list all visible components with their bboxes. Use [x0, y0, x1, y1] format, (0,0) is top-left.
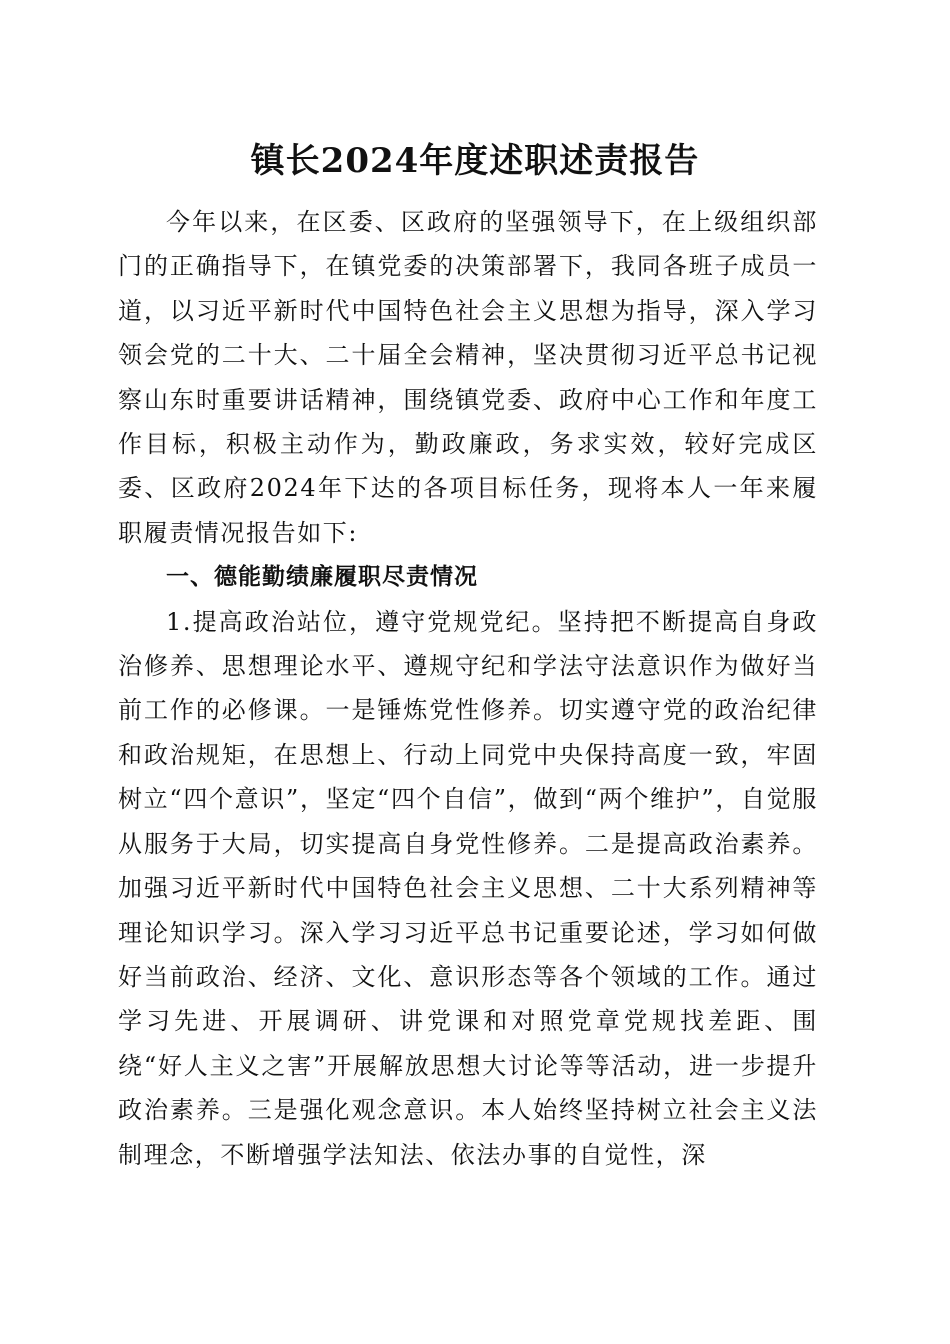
document-title: 镇长2024年度述职述责报告: [250, 141, 700, 181]
section-1-paragraph-1: 1.提高政治站位，遵守党规党纪。坚持把不断提高自身政治修养、思想理论水平、遵规守纪和学法守法意识作为做好当前工作的必修课。一是锤炼党性修养。切实遵守党的政治纪律和政治规矩，在思想上、行动上同党中央保持高度一致，牢固树立“四个意识”，坚定“四个自信”，做到“两个维护”，自觉服从服务于大局，切实提高自身党性修养。二是提高政治素养。加强习近平新时代中国特色社会主义思想、二十大系列精神等理论知识学习。深入学习习近平总书记重要论述，学习如何做好当前政治、经济、文化、意识形态等各个领域的工作。通过学习先进、开展调研、讲党课和对照党章党规找差距、围绕“好人主义之害”开展解放思想大讨论等等活动，进一步提升政治素养。三是强化观念意识。本人始终坚持树立社会主义法制理念，不断增强学法知法、依法办事的自觉性，深: [118, 607, 818, 1169]
section-heading-1: 一、德能勤绩廉履职尽责情况: [166, 564, 478, 591]
document-body: [118, 200, 818, 1177]
intro-paragraph: 今年以来，在区委、区政府的坚强领导下，在上级组织部门的正确指导下，在镇党委的决策部署下，我同各班子成员一道，以习近平新时代中国特色社会主义思想为指导，深入学习领会党的二十大、二十届全会精神，坚决贯彻习近平总书记视察山东时重要讲话精神，围绕镇党委、政府中心工作和年度工作目标，积极主动作为，勤政廉政，务求实效，较好完成区委、区政府2024年下达的各项目标任务，现将本人一年来履职履责情况报告如下:: [118, 208, 818, 547]
